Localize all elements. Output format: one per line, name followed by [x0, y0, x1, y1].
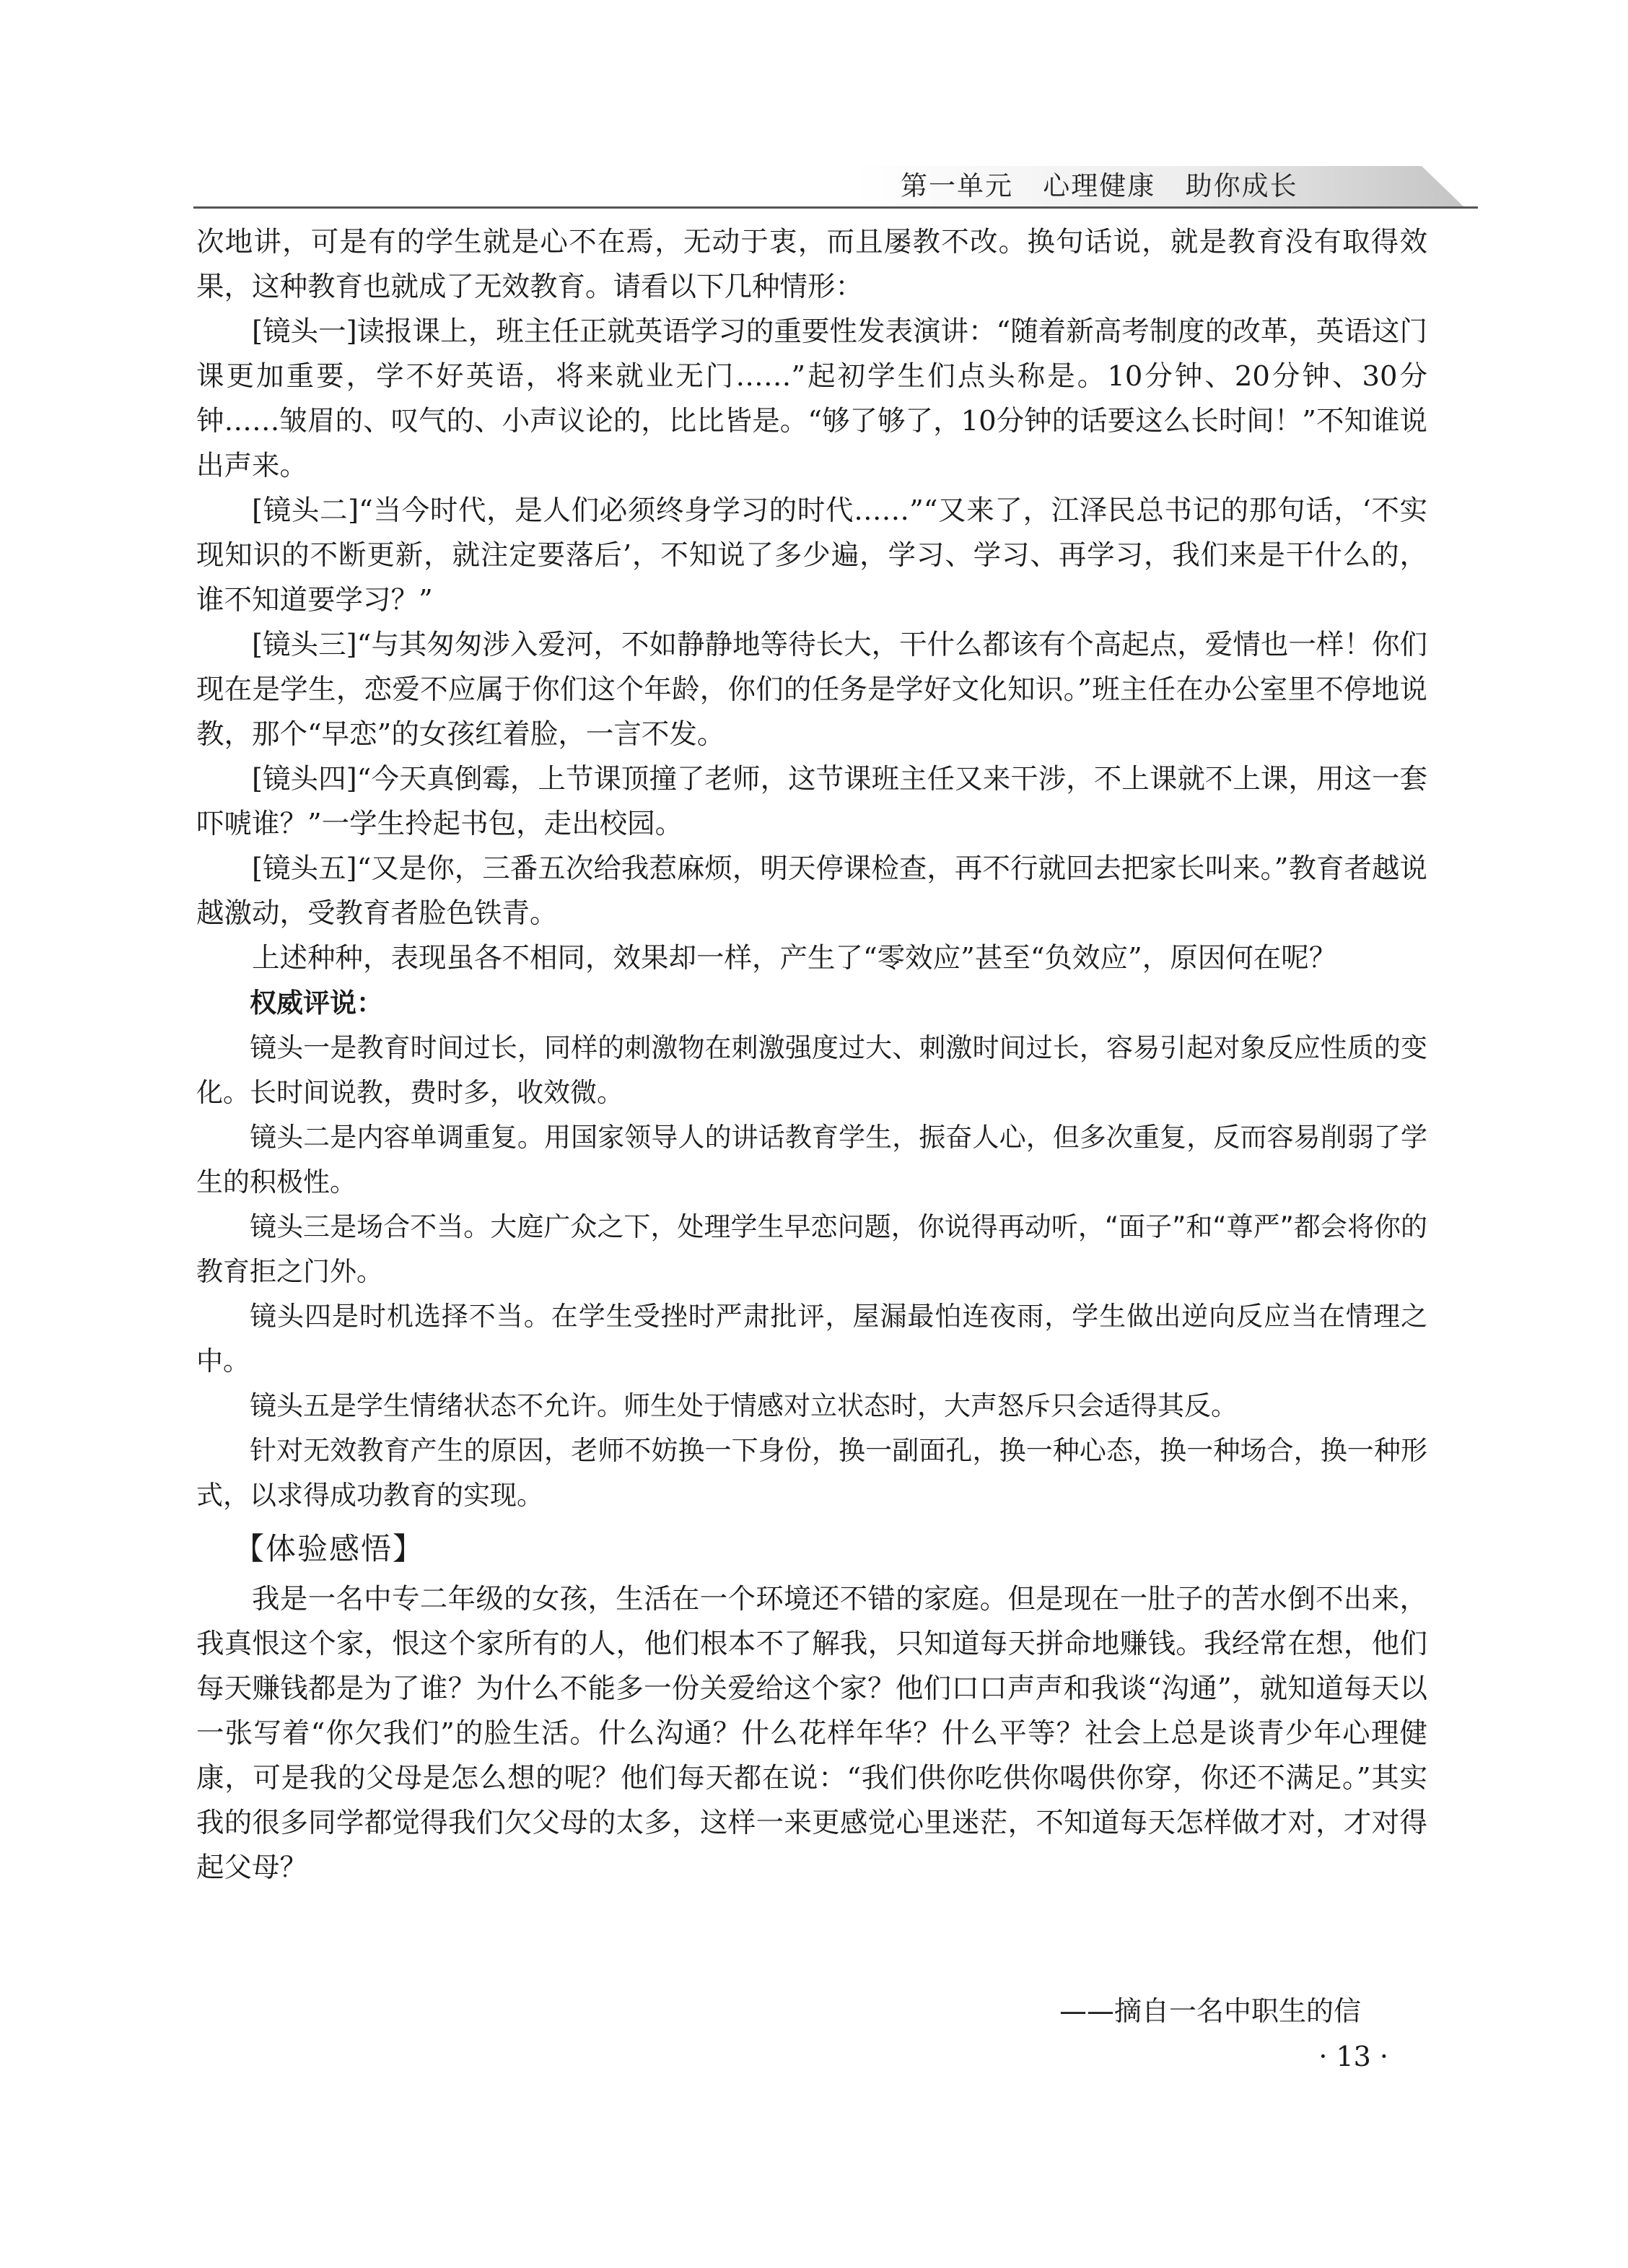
running-header: 第一单元 心理健康 助你成长	[901, 170, 1298, 201]
page-body	[196, 220, 1427, 1890]
shot-paragraph: [镜头五]“又是你，三番五次给我惹麻烦，明天停课检查，再不行就回去把家长叫来。”教育者越说越激动，受教育者脸色铁青。	[196, 852, 1427, 930]
page-number: · 13 ·	[1318, 2041, 1388, 2072]
commentary-item: 镜头五是学生情绪状态不允许。师生处于情感对立状态时，大声怒斥只会适得其反。	[250, 1390, 1238, 1421]
commentary-item: 镜头三是场合不当。大庭广众之下，处理学生早恋问题，你说得再动听，“面子”和“尊严”都会将你的教育拒之门外。	[196, 1211, 1427, 1287]
shot-paragraph: [镜头四]“今天真倒霉，上节课顶撞了老师，这节课班主任又来干涉，不上课就不上课，用这一套吓唬谁？”一学生拎起书包，走出校园。	[196, 763, 1427, 840]
commentary-item: 镜头四是时机选择不当。在学生受挫时严肃批评，屋漏最怕连夜雨，学生做出逆向反应当在情理之中。	[196, 1301, 1427, 1377]
letter-source: ——摘自一名中职生的信	[1059, 1995, 1361, 2027]
commentary-item: 针对无效教育产生的原因，老师不妨换一下身份，换一副面孔，换一种心态，换一种场合，换一种形式，以求得成功教育的实现。	[196, 1435, 1427, 1511]
question-paragraph: 上述种种，表现虽各不相同，效果却一样，产生了“零效应”甚至“负效应”，原因何在呢？	[252, 942, 1337, 974]
intro-paragraph: 次地讲，可是有的学生就是心不在焉，无动于衷，而且屡教不改。换句话说，就是教育没有取得效果，这种教育也就成了无效教育。请看以下几种情形：	[196, 226, 1427, 303]
commentary-item: 镜头一是教育时间过长，同样的刺激物在刺激强度过大、刺激时间过长，容易引起对象反应性质的变化。长时间说教，费时多，收效微。	[196, 1032, 1427, 1108]
commentary-item: 镜头二是内容单调重复。用国家领导人的讲话教育学生，振奋人心，但多次重复，反而容易削弱了学生的积极性。	[196, 1122, 1427, 1198]
letter-paragraph: 我是一名中专二年级的女孩，生活在一个环境还不错的家庭。但是现在一肚子的苦水倒不出来，我真恨这个家，恨这个家所有的人，他们根本不了解我，只知道每天拼命地赚钱。我经常在想，他们每天赚钱都是为了谁？为什么不能多一份关爱给这个家？他们口口声声和我谈“沟通”，就知道每天以一张写着“你欠我们”的脸生活。什么沟通？什么花样年华？什么平等？社会上总是谈青少年心理健康，可是我的父母是怎么想的呢？他们每天都在说：“我们供你吃供你喝供你穿，你还不满足。”其实我的很多同学都觉得我们欠父母的太多，这样一来更感觉心里迷茫，不知道每天怎样做才对，才对得起父母？	[196, 1583, 1427, 1884]
shot-paragraph: [镜头二]“当今时代，是人们必须终身学习的时代……”“又来了，江泽民总书记的那句话，‘不实现知识的不断更新，就注定要落后’，不知说了多少遍，学习、学习、再学习，我们来是干什么的，谁不知道要学习？”	[196, 494, 1427, 616]
commentary-heading: 权威评说：	[250, 987, 383, 1019]
section-title-experience: 【体验感悟】	[234, 1531, 425, 1566]
shot-paragraph: [镜头三]“与其匆匆涉入爱河，不如静静地等待长大，干什么都该有个高起点，爱情也一样！你们现在是学生，恋爱不应属于你们这个年龄，你们的任务是学好文化知识。”班主任在办公室里不停地说教，那个“早恋”的女孩红着脸，一言不发。	[196, 629, 1427, 751]
shot-paragraph: [镜头一]读报课上，班主任正就英语学习的重要性发表演讲：“随着新高考制度的改革，英语这门课更加重要，学不好英语，将来就业无门……”起初学生们点头称是。10分钟、20分钟、30分钟……皱眉的、叹气的、小声议论的，比比皆是。“够了够了，10分钟的话要这么长时间！”不知谁说出声来。	[196, 315, 1427, 482]
